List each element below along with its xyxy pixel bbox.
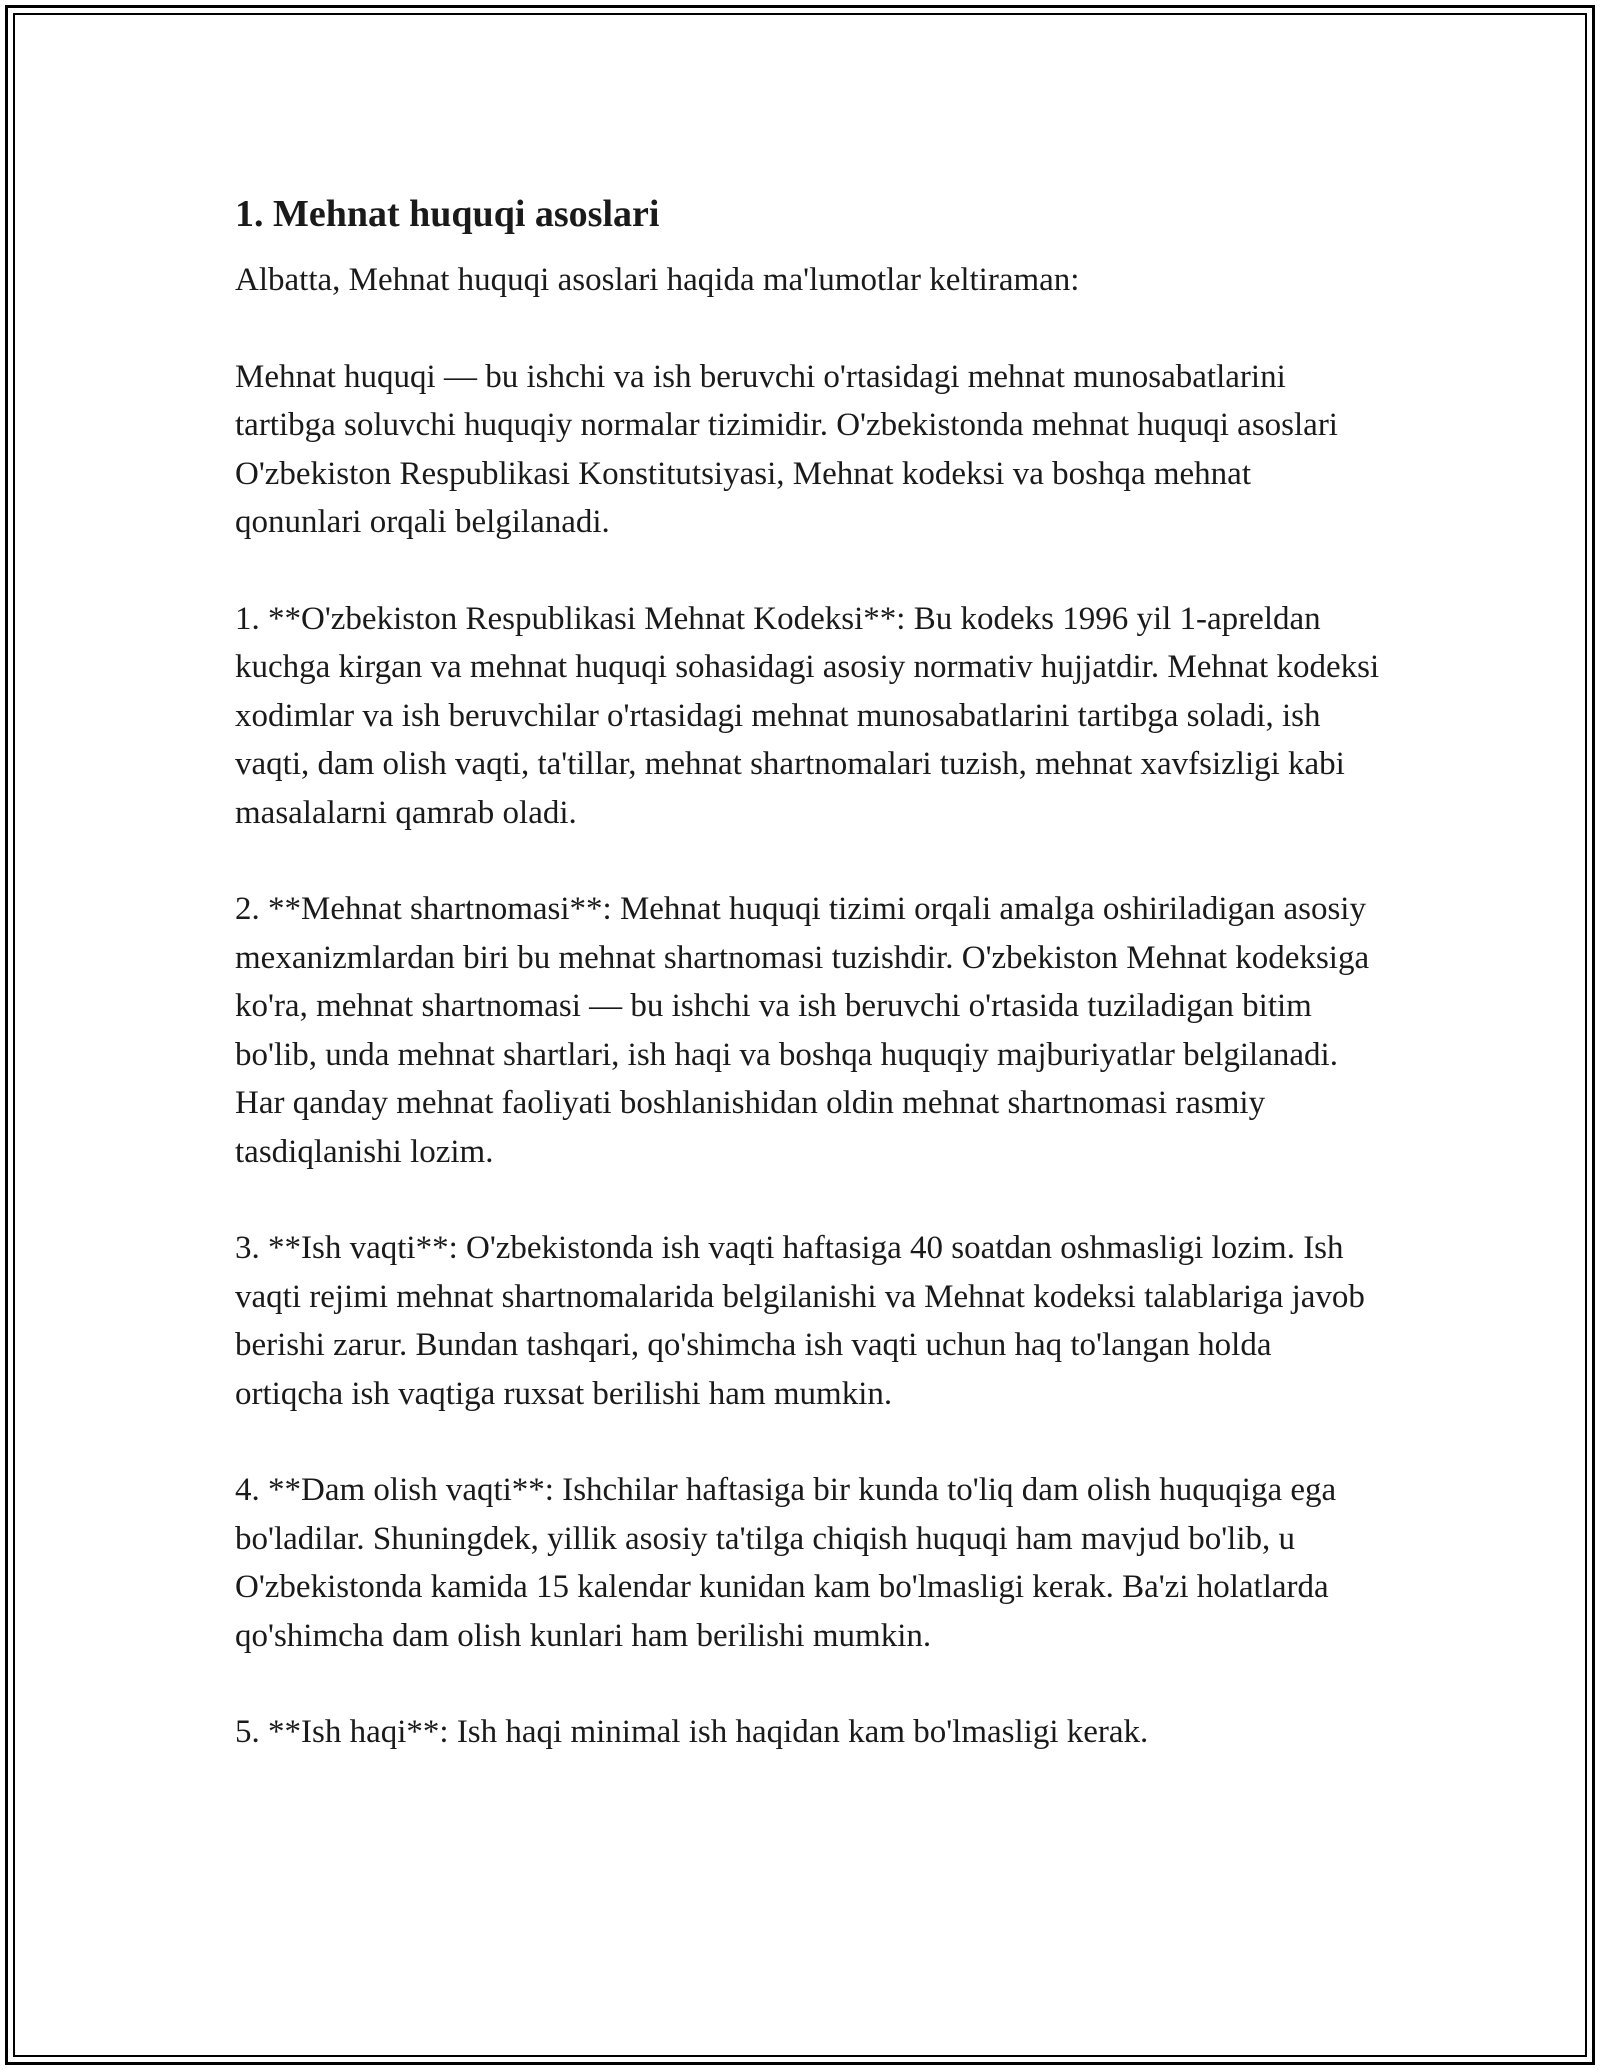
intro-paragraph: Albatta, Mehnat huquqi asoslari haqida ma'lumotlar keltiraman: xyxy=(235,262,1080,298)
definition-paragraph: Mehnat huquqi — bu ishchi va ish beruvchi o'rtasidagi mehnat munosabatlarini tartibga soluvchi huquqiy normalar tizimidir. O'zbekistonda mehnat huquqi asoslari O'zbekiston Respublikasi Konstitutsiyasi, Mehnat kodeksi va boshqa mehnat qonunlari orqali belgilanadi. xyxy=(235,358,1338,540)
list-item-wages: 5. **Ish haqi**: Ish haqi minimal ish haqidan kam bo'lmasligi kerak. xyxy=(235,1714,1149,1750)
list-item-working-time: 3. **Ish vaqti**: O'zbekistonda ish vaqti haftasiga 40 soatdan oshmasligi lozim. Ish vaqti rejimi mehnat shartnomalarida belgilanishi va Mehnat kodeksi talablariga javob berishi zarur. Bundan tashqari, qo'shimcha ish vaqti uchun haq to'langan holda ortiqcha ish vaqtiga ruxsat berilishi ham mumkin. xyxy=(235,1230,1365,1412)
document-body xyxy=(235,188,1385,1805)
list-item-rest-time: 4. **Dam olish vaqti**: Ishchilar haftasiga bir kunda to'liq dam olish huquqiga ega bo'ladilar. Shuningdek, yillik asosiy ta'tilga chiqish huquqi ham mavjud bo'lib, u O'zbekistonda kamida 15 kalendar kunidan kam bo'lmasligi kerak. Ba'zi holatlarda qo'shimcha dam olish kunlari ham berilishi mumkin. xyxy=(235,1472,1337,1654)
list-item-labor-contract: 2. **Mehnat shartnomasi**: Mehnat huquqi tizimi orqali amalga oshiriladigan asosiy mexanizmlardan biri bu mehnat shartnomasi tuzishdir. O'zbekiston Mehnat kodeksiga ko'ra, mehnat shartnomasi — bu ishchi va ish beruvchi o'rtasida tuziladigan bitim bo'lib, unda mehnat shartlari, ish haqi va boshqa huquqiy majburiyatlar belgilanadi. Har qanday mehnat faoliyati boshlanishidan oldin mehnat shartnomasi rasmiy tasdiqlanishi lozim. xyxy=(235,891,1370,1170)
document-title: 1. Mehnat huquqi asoslari xyxy=(235,193,660,235)
list-item-labor-code: 1. **O'zbekiston Respublikasi Mehnat Kodeksi**: Bu kodeks 1996 yil 1-apreldan kuchga kirgan va mehnat huquqi sohasidagi asosiy normativ hujjatdir. Mehnat kodeksi xodimlar va ish beruvchilar o'rtasidagi mehnat munosabatlarini tartibga soladi, ish vaqti, dam olish vaqti, ta'tillar, mehnat shartnomalari tuzish, mehnat xavfsizligi kabi masalalarni qamrab oladi. xyxy=(235,600,1380,831)
